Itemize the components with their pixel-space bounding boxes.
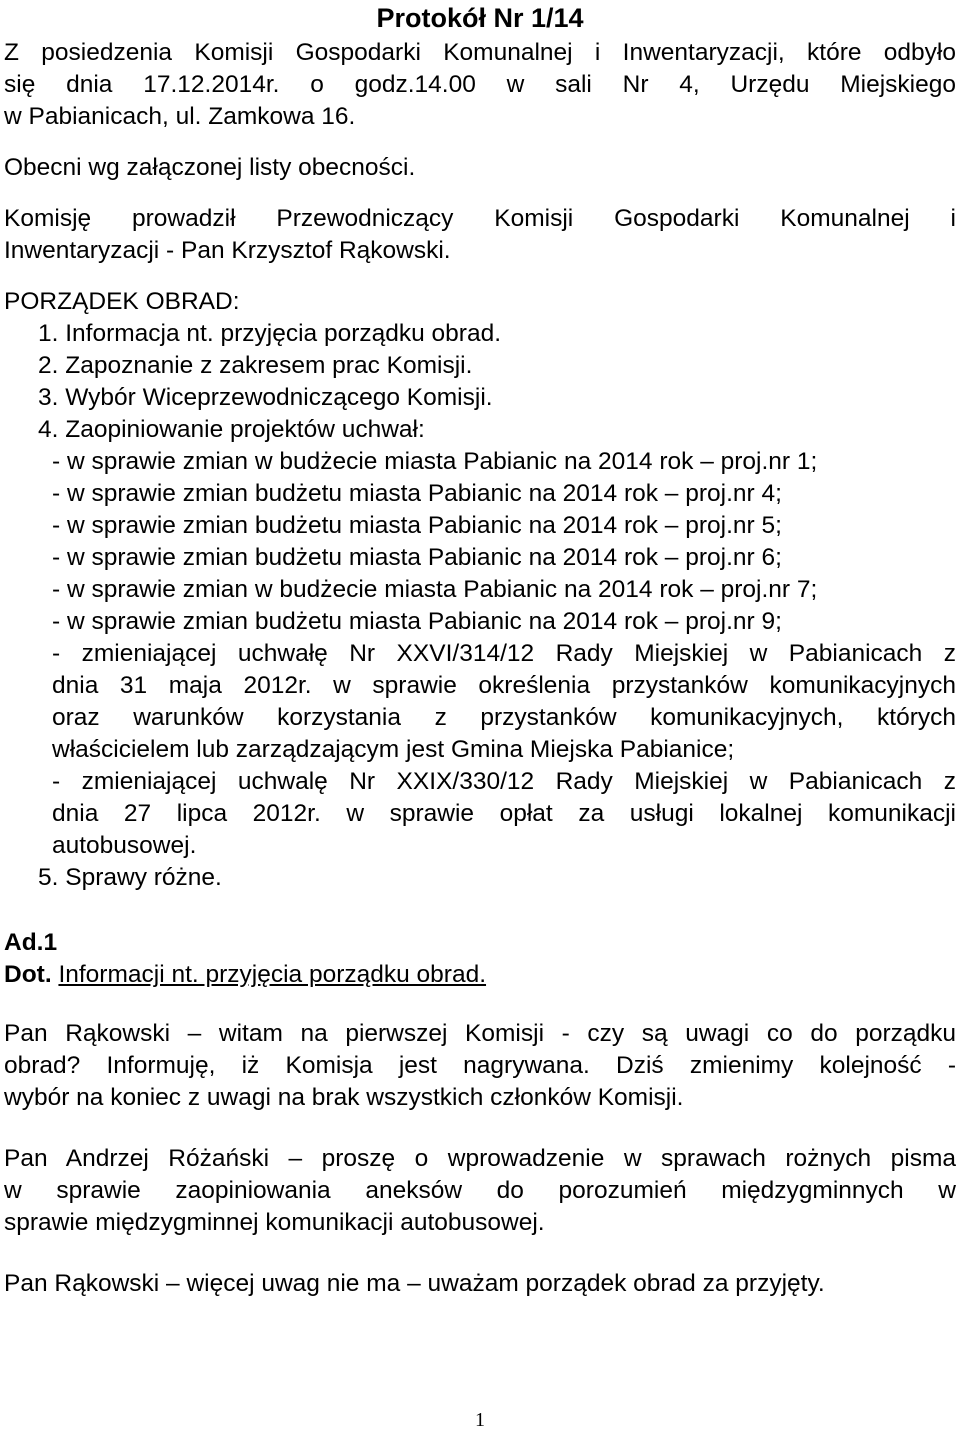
ad1-label: Ad.1 [4,929,58,956]
agenda-heading: PORZĄDEK OBRAD: [4,288,240,315]
resolution-item: - w sprawie zmian w budżecie miasta Pabianic na 2014 rok – proj.nr 7; [52,576,818,603]
paragraph-line: Pan Rąkowski – witam na pierwszej Komisji - czy są uwagi co do porządku [4,1020,956,1047]
agenda-item-text: Informacja nt. przyjęcia porządku obrad. [65,320,502,347]
dot-label: Dot. [4,961,52,988]
agenda-item [38,351,472,381]
resolution-long-line: dnia 31 maja 2012r. w sprawie określenia przystanków komunikacyjnych [52,672,956,699]
intro-line-1: Z posiedzenia Komisji Gospodarki Komunalnej i Inwentaryzacji, które odbyło [4,39,956,66]
attendance-line: Obecni wg załączonej listy obecności. [4,154,416,181]
resolution-long-line: autobusowej. [52,832,197,859]
resolution-item: - w sprawie zmian budżetu miasta Pabianic na 2014 rok – proj.nr 5; [52,512,782,539]
agenda-item-number: 2. [38,352,59,379]
document-title: Protokół Nr 1/14 [376,3,584,33]
agenda-item-number: 4. [38,416,59,443]
resolution-long-line: - zmieniającej uchwałę Nr XXVI/314/12 Rady Miejskiej w Pabianicach z [52,640,956,667]
agenda-item-number: 3. [38,384,59,411]
paragraph-line: sprawie międzygminnej komunikacji autobusowej. [4,1209,545,1236]
agenda-item [38,383,493,413]
resolution-item: - w sprawie zmian budżetu miasta Pabianic na 2014 rok – proj.nr 6; [52,544,782,571]
resolution-item: - w sprawie zmian w budżecie miasta Pabianic na 2014 rok – proj.nr 1; [52,448,818,475]
agenda-item-number: 1. [38,320,59,347]
agenda-item-number: 5. [38,864,59,891]
intro-line-3: w Pabianicach, ul. Zamkowa 16. [4,103,356,130]
resolution-long-line: - zmieniającej uchwalę Nr XXIX/330/12 Rady Miejskiej w Pabianicach z [52,768,956,795]
resolution-item: - w sprawie zmian budżetu miasta Pabianic na 2014 rok – proj.nr 4; [52,480,782,507]
paragraph-line: w sprawie zaopiniowania aneksów do porozumień międzygminnych w [4,1177,956,1204]
paragraph-line: wybór na koniec z uwagi na brak wszystkich członków Komisji. [4,1084,684,1111]
intro-line-2: się dnia 17.12.2014r. o godz.14.00 w sali Nr 4, Urzędu Miejskiego [4,71,956,98]
resolution-item: - w sprawie zmian budżetu miasta Pabianic na 2014 rok – proj.nr 9; [52,608,782,635]
ad1-topic: Informacji nt. przyjęcia porządku obrad. [58,961,487,988]
agenda-item [38,319,501,349]
resolution-long-line: oraz warunków korzystania z przystanków komunikacyjnych, których [52,704,956,731]
resolution-long-line: właścicielem lub zarządzającym jest Gmina Miejska Pabianice; [52,736,735,763]
chair-line-2: Inwentaryzacji - Pan Krzysztof Rąkowski. [4,237,451,264]
resolution-long-line: dnia 27 lipca 2012r. w sprawie opłat za usługi lokalnej komunikacji [52,800,956,827]
chair-line-1: Komisję prowadził Przewodniczący Komisji Gospodarki Komunalnej i [4,205,956,232]
agenda-item-text: Wybór Wiceprzewodniczącego Komisji. [65,384,493,411]
paragraph-line: Pan Andrzej Różański – proszę o wprowadzenie w sprawach rożnych pisma [4,1145,956,1172]
paragraph-line: Pan Rąkowski – więcej uwag nie ma – uważam porządek obrad za przyjęty. [4,1270,825,1297]
paragraph-line: obrad? Informuję, iż Komisja jest nagrywana. Dziś zmienimy kolejność - [4,1052,956,1079]
agenda-item-text: Zaopiniowanie projektów uchwał: [65,416,425,443]
agenda-item [38,415,425,445]
ad1-topic-line [4,960,486,990]
agenda-item-text: Zapoznanie z zakresem prac Komisji. [65,352,473,379]
agenda-item [38,863,222,893]
page-number: 1 [475,1409,485,1431]
agenda-item-text: Sprawy różne. [65,864,222,891]
